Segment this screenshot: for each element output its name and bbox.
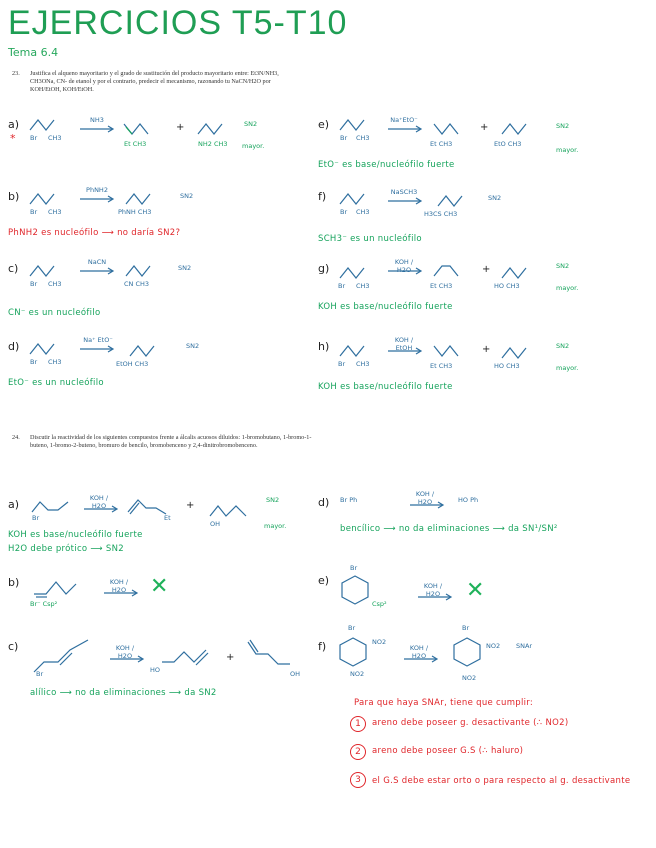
reagent: KOH / H2O [423,582,443,598]
mechanism-label: SN2 [186,342,200,350]
product-label: H3CS CH3 [424,210,458,218]
product-structure [124,186,164,210]
nitro-label: NO2 [372,638,387,646]
substrate-label: Br [36,670,44,678]
reagent: Na⁺EtO⁻ [390,116,418,124]
reagent: Na⁺ EtO⁻ [83,336,113,344]
elimination-product [122,116,162,140]
product-label: EtO CH3 [494,140,522,148]
product-label: CN CH3 [124,280,150,288]
product-label: NH2 CH3 [198,140,228,148]
item-label: h) [318,340,330,353]
item-label: a) [8,118,20,131]
reagent: KOH / H2O [394,258,414,274]
page-subtitle: Tema 6.4 [8,46,59,59]
question-text: Discutir la reactividad de los siguientes compuestos frente a álcalis acuosos diluidos: 1-bromobutano, 1-bromo-1-buteno, 1-bromo-2-buteno, bromuro de bencilo, bromobenceno y 2,4-dinitrobromobenceno. [30,434,312,449]
item-label: g) [318,262,330,275]
item-note: PhNH2 es nucleófilo ⟶ no daría SN2? [8,228,181,238]
product-label: OH [290,670,301,678]
item-label: c) [8,640,19,653]
reagent: KOH / EtOH [394,336,414,352]
mechanism-label: SN2 [178,264,192,272]
item-label: f) [318,190,327,203]
item-label: b) [8,576,20,589]
mechanism-label: SN2 [180,192,194,200]
nitro-label: NO2 [462,674,477,682]
product-label: Et [164,514,171,522]
substrate-label: Csp² [372,600,387,608]
substrate-structure [28,112,68,136]
reagent: KOH / H2O [409,644,429,660]
item-note: KOH es base/nucleófilo fuerte [8,530,143,540]
product-label: Et CH3 [430,282,453,290]
no-reaction-mark: ✕ [150,574,169,599]
star-mark: * [10,132,16,145]
item-note: bencílico ⟶ no da eliminaciones ⟶ da SN¹/SN² [340,524,558,534]
item-note: KOH es base/nucleófilo fuerte [318,302,453,312]
condition-text: el G.S debe estar orto o para respecto al g. desactivante [372,776,631,786]
product-label: PhNH CH3 [118,208,152,216]
product-label: HO CH3 [494,282,520,290]
nitro-label: NO2 [486,642,501,650]
item-label: e) [318,574,330,587]
question-number: 23. [12,70,20,77]
major-label: mayor. [242,142,265,150]
item-label: a) [8,498,20,511]
item-note: SCH3⁻ es un nucleófilo [318,234,422,244]
no-reaction-mark: ✕ [466,578,485,603]
reagent: NaSCH3 [390,188,418,196]
reagent: PhNH2 [86,186,108,194]
product-label: EtOH CH3 [116,360,149,368]
substrate-structure [28,186,68,210]
item-note: KOH es base/nucleófilo fuerte [318,382,453,392]
conditions-heading: Para que haya SNAr, tiene que cumplir: [354,698,534,708]
substitution-product [196,116,236,140]
question-number: 24. [12,434,20,441]
mechanism-label: SN2 [556,262,570,270]
item-label: c) [8,262,19,275]
product-label: HO CH3 [494,362,520,370]
major-label: mayor. [264,522,287,530]
mechanism-label: SN2 [244,120,258,128]
item-label: b) [8,190,20,203]
product-label: Et CH3 [124,140,147,148]
mechanism-label: SNAr [516,642,533,650]
nitro-label: NO2 [350,670,365,678]
br-label: Br [30,134,38,142]
reagent: KOH / H2O [109,578,129,594]
reagent: KOH / H2O [115,644,135,660]
product-label: OH [210,520,221,528]
item-note: EtO⁻ es un nucleófilo [8,378,104,388]
br-label: Br [462,624,470,632]
plus-sign: + [176,122,185,133]
item-note: H2O debe prótico ⟶ SN2 [8,544,124,554]
condition-text: areno debe poseer G.S (∴ haluro) [372,746,524,756]
mechanism-label: SN2 [266,496,280,504]
reaction-arrow [80,196,116,202]
item-label: d) [8,340,20,353]
condition-number: 2 [350,744,366,760]
mechanism-label: SN2 [488,194,502,202]
product-label: HO Ph [458,496,479,504]
product-label: Et CH3 [430,362,453,370]
major-label: mayor. [556,364,579,372]
reagent: NH3 [90,116,104,124]
item-label: d) [318,496,330,509]
reagent: KOH / H2O [415,490,435,506]
br-label: Br [350,564,358,572]
product-label: Et CH3 [430,140,453,148]
item-note: EtO⁻ es base/nucleófilo fuerte [318,160,455,170]
substrate-label: Br Ph [340,496,358,504]
reagent: KOH / H2O [89,494,109,510]
question-text: Justifica el alqueno mayoritario y el grado de sustitución del producto mayoritario entre: Et3N/NH3, CH3ONa, CN- de etanol y por el contrario, predecir el mecanismo, razonando tu NaCN/H2O por KOH/EtOH, KOH/EtOH. [30,70,279,93]
condition-number: 3 [350,772,366,788]
item-note: CN⁻ es un nucleófilo [8,308,101,318]
condition-number: 1 [350,716,366,732]
item-label: f) [318,640,327,653]
condition-text: areno debe poseer g. desactivante (∴ NO2) [372,718,569,728]
br-label: Br [348,624,356,632]
item-note: alílico ⟶ no da eliminaciones ⟶ da SN2 [30,688,217,698]
major-label: mayor. [556,146,579,154]
reaction-arrow [80,126,116,132]
page-title: EJERCICIOS T5-T10 [8,4,348,42]
substrate-label: Br⁻ Csp² [30,600,58,608]
reagent: NaCN [87,258,107,266]
product-label: HO [150,666,161,674]
item-label: e) [318,118,330,131]
mechanism-label: SN2 [556,342,570,350]
mechanism-label: SN2 [556,122,570,130]
major-label: mayor. [556,284,579,292]
ch3-label: CH3 [48,134,62,142]
